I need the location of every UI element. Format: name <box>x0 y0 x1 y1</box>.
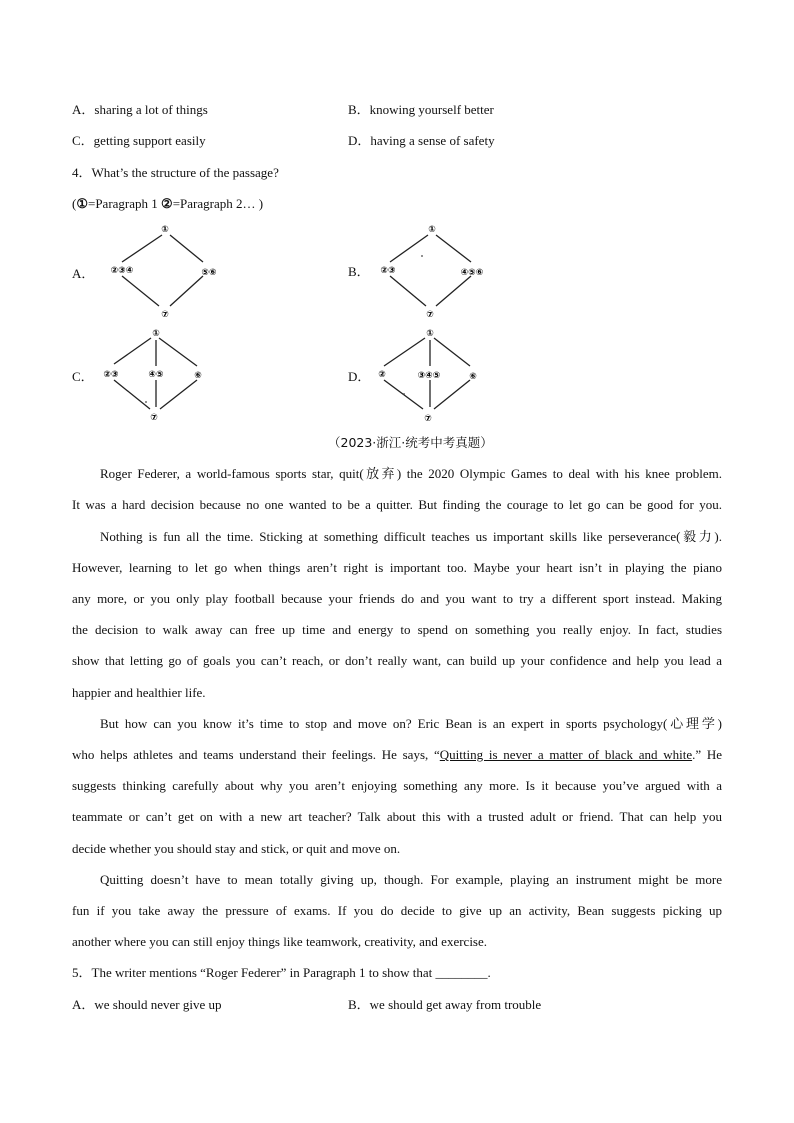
q4-note-circle-2: ② <box>161 196 173 211</box>
passage-p3-line: teammate or can’t get on with a new art teacher? Talk about this with a trusted adult or friend. That can help you <box>72 809 722 824</box>
passage-p2-line: show that letting go of goals you can’t reach, or don’t really want, can build up your confidence and help you lead a <box>72 653 722 668</box>
passage-p2-line: any more, or you only play football because your friends do and you want to try a different sport instead. Making <box>72 591 722 606</box>
q4-note-open: ( <box>72 196 77 211</box>
q5-option-b: B．we should get away from trouble <box>348 997 542 1012</box>
passage-p4-line: Quitting doesn’t have to mean totally giving up, though. For example, playing an instrument might be more <box>100 872 722 887</box>
passage-p1-line: It was a hard decision because no one wanted to be a quitter. But finding the courage to let go can be good for you. <box>72 497 722 512</box>
q4-note <box>72 195 263 213</box>
passage-p4-line: another where you can still enjoy things like teamwork, creativity, and exercise. <box>72 934 488 949</box>
underlined-quote: Quitting is never a matter of black and white <box>439 747 693 762</box>
q4-option-a-label: A． <box>72 266 95 281</box>
q4-b-node-bottom: ⑦ <box>426 310 434 320</box>
q4-option-d-diagram <box>368 322 498 428</box>
q5-option-a: A．we should never give up <box>72 997 222 1012</box>
passage-p3-quote-tail: .” He <box>692 747 723 762</box>
passage-p3-line: But how can you know it’s time to stop and move on? Eric Bean is an expert in sports psychology(心理学) <box>100 716 722 731</box>
q4-note-text-1: =Paragraph 1 <box>88 196 162 211</box>
q4-option-c-diagram <box>92 322 222 428</box>
passage-p2-line: However, learning to let go when things aren’t right is important too. Maybe your heart isn’t in playing the piano <box>72 560 722 575</box>
q4-b-node-top: ① <box>428 225 436 235</box>
passage-p3-line: suggests thinking carefully about why you aren’t enjoying something any more. Is it because you’ve argued with a <box>72 778 722 793</box>
q4-option-d-label: D． <box>348 369 371 384</box>
q4-b-node-right: ④⑤⑥ <box>460 268 484 278</box>
q5-stem: 5．The writer mentions “Roger Federer” in Paragraph 1 to show that ________. <box>72 965 491 980</box>
q4-a-node-right: ⑤⑥ <box>201 268 217 278</box>
passage-p4-line: fun if you take away the pressure of exams. If you do decide to give up an activity, Bean suggests picking up <box>72 903 722 918</box>
q4-b-node-left: ②③ <box>380 266 396 276</box>
q4-c-node-left: ②③ <box>103 370 119 380</box>
q3-option-d: D．having a sense of safety <box>348 133 495 148</box>
passage-p2-line: happier and healthier life. <box>72 685 206 700</box>
q4-option-c-label: C． <box>72 369 94 384</box>
q4-a-node-bottom: ⑦ <box>161 310 169 320</box>
q4-a-node-top: ① <box>161 225 169 235</box>
passage-source: （2023·浙江·统考中考真题） <box>328 435 493 450</box>
q4-a-node-left: ②③④ <box>110 266 134 276</box>
q4-d-node-right: ⑥ <box>469 372 477 382</box>
q4-d-node-top: ① <box>426 329 434 339</box>
q4-c-node-bottom: ⑦ <box>150 413 158 423</box>
passage-p3-line <box>72 746 722 764</box>
q4-c-node-middle: ④⑤ <box>148 370 164 380</box>
q4-note-text-2: =Paragraph 2… ) <box>172 196 264 211</box>
q3-option-c: C．getting support easily <box>72 133 206 148</box>
passage-p3-quote-lead: who helps athletes and teams understand their feelings. He says, “ <box>72 747 440 762</box>
q4-d-node-left: ② <box>378 370 386 380</box>
q3-option-a: A．sharing a lot of things <box>72 102 208 117</box>
q4-stem: 4．What’s the structure of the passage? <box>72 165 279 180</box>
passage-p1-line: Roger Federer, a world-famous sports star, quit(放弃) the 2020 Olympic Games to deal with his knee problem. <box>100 466 722 481</box>
q4-d-node-bottom: ⑦ <box>424 414 432 424</box>
q4-c-node-top: ① <box>152 329 160 339</box>
q4-c-node-right: ⑥ <box>194 371 202 381</box>
q3-option-b: B．knowing yourself better <box>348 102 494 117</box>
q4-note-circle-1: ① <box>76 196 88 211</box>
passage-p2-line: Nothing is fun all the time. Sticking at something difficult teaches us important skills like perseverance(毅力). <box>100 529 722 544</box>
q4-option-b-diagram <box>368 218 508 326</box>
passage-p3-line: decide whether you should stay and stick, or quit and move on. <box>72 841 401 856</box>
q4-option-b-label: B． <box>348 264 370 279</box>
q4-d-node-middle: ③④⑤ <box>417 371 441 381</box>
passage-p2-line: the decision to walk away can free up time and energy to spend on something you really enjoy. In fact, studies <box>72 622 722 637</box>
q4-option-a-diagram <box>92 218 232 326</box>
